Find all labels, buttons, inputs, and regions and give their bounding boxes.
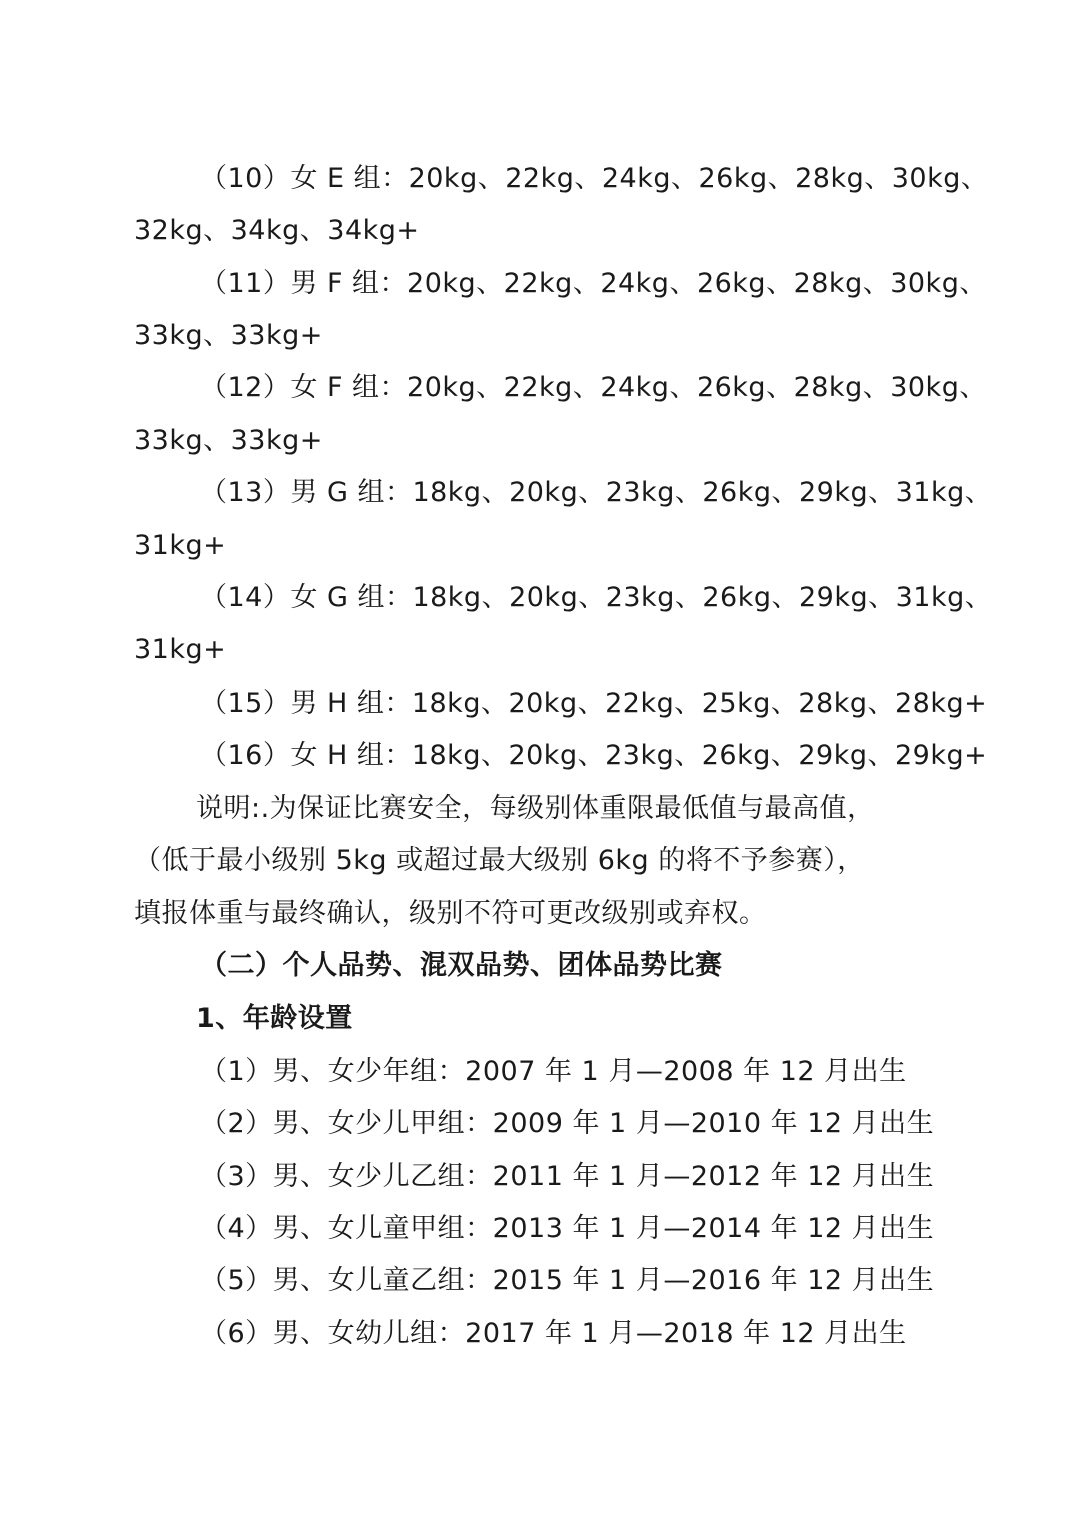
weight-class-line: （12）女 F 组：20kg、22kg、24kg、26kg、28kg、30kg、 [200, 372, 987, 403]
weight-class-line: 33kg、33kg+ [134, 425, 323, 456]
weight-class-line: （14）女 G 组：18kg、20kg、23kg、26kg、29kg、31kg、 [200, 582, 993, 613]
age-group-line: （2）男、女少儿甲组：2009 年 1 月—2010 年 12 月出生 [200, 1108, 935, 1139]
age-group-line: （6）男、女幼儿组：2017 年 1 月—2018 年 12 月出生 [200, 1318, 907, 1349]
weight-class-line: 31kg+ [134, 530, 227, 561]
weight-class-line: 32kg、34kg、34kg+ [134, 215, 420, 246]
age-group-line: （5）男、女儿童乙组：2015 年 1 月—2016 年 12 月出生 [200, 1265, 935, 1296]
weight-class-line: 33kg、33kg+ [134, 320, 323, 351]
subsection-heading: 1、年龄设置 [196, 1003, 353, 1034]
weight-class-line: （16）女 H 组：18kg、20kg、23kg、26kg、29kg、29kg+ [200, 740, 988, 771]
age-group-line: （4）男、女儿童甲组：2013 年 1 月—2014 年 12 月出生 [200, 1213, 935, 1244]
note-paragraph: 说明:.为保证比赛安全，每级别体重限最低值与最高值， [196, 793, 875, 824]
weight-class-line: 31kg+ [134, 634, 227, 665]
age-group-line: （3）男、女少儿乙组：2011 年 1 月—2012 年 12 月出生 [200, 1161, 935, 1192]
weight-class-line: （15）男 H 组：18kg、20kg、22kg、25kg、28kg、28kg+ [200, 688, 988, 719]
weight-class-line: （13）男 G 组：18kg、20kg、23kg、26kg、29kg、31kg、 [200, 477, 993, 508]
age-group-line: （1）男、女少年组：2007 年 1 月—2008 年 12 月出生 [200, 1056, 907, 1087]
weight-class-line: （10）女 E 组：20kg、22kg、24kg、26kg、28kg、30kg、 [200, 163, 989, 194]
note-paragraph: 填报体重与最终确认，级别不符可更改级别或弃权。 [134, 898, 767, 929]
weight-class-line: （11）男 F 组：20kg、22kg、24kg、26kg、28kg、30kg、 [200, 268, 987, 299]
note-paragraph: （低于最小级别 5kg 或超过最大级别 6kg 的将不予参赛）， [134, 845, 865, 876]
section-heading: （二）个人品势、混双品势、团体品势比赛 [200, 950, 723, 981]
